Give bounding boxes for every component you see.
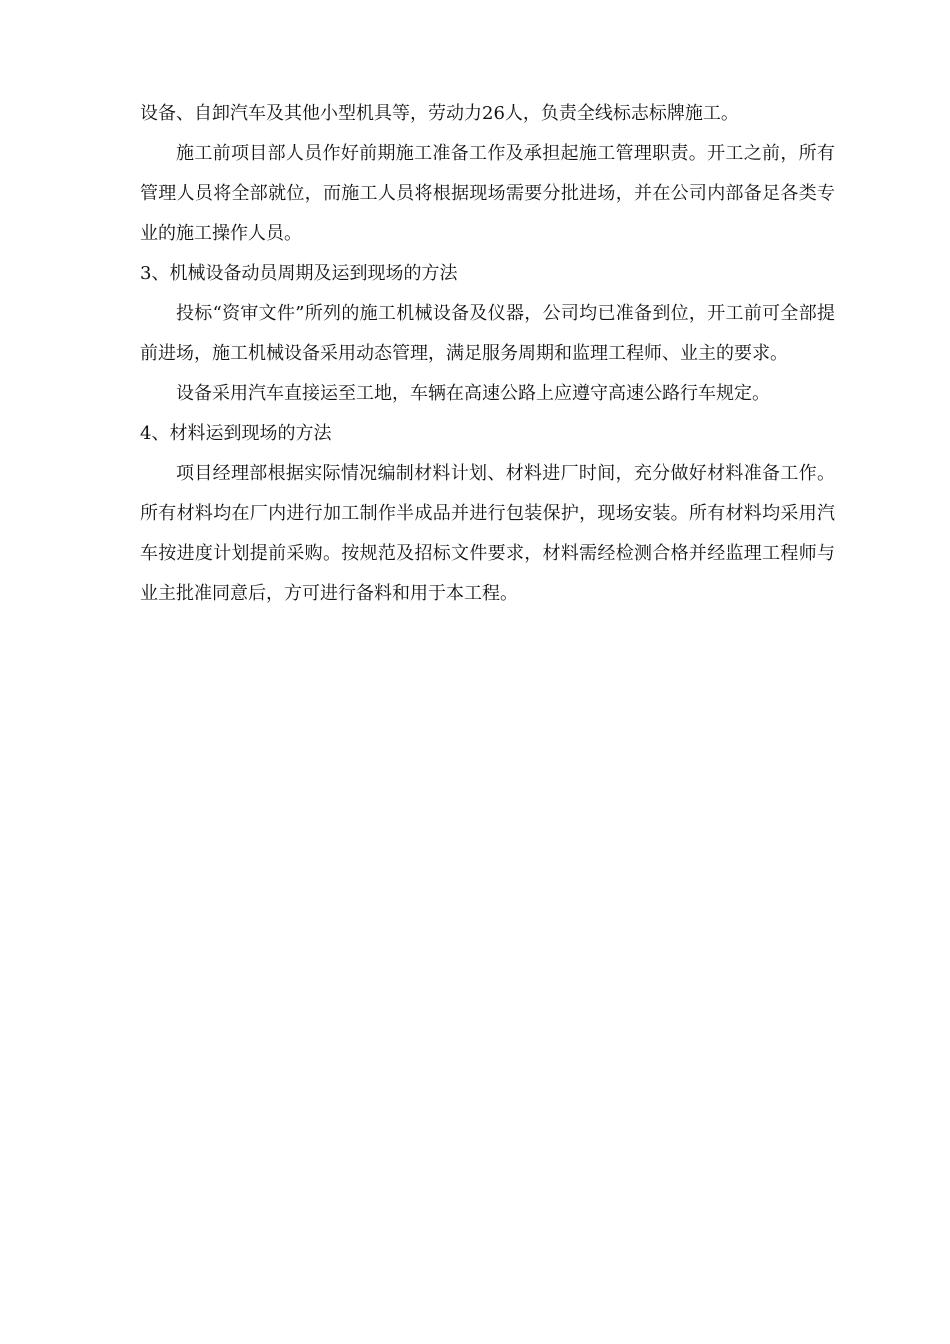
paragraph-equipment: 投标“资审文件”所列的施工机械设备及仪器，公司均已准备到位，开工前可全部提前进场，施工机械设备采用动态管理，满足服务周期和监理工程师、业主的要求。: [140, 303, 835, 364]
section-heading-equipment: 3、机械设备动员周期及运到现场的方法: [140, 263, 458, 284]
paragraph-transport: 设备采用汽车直接运至工地，车辆在高速公路上应遵守高速公路行车规定。: [176, 383, 770, 404]
paragraph-labor: 设备、自卸汽车及其他小型机具等，劳动力26人，负责全线标志标牌施工。: [140, 103, 739, 124]
paragraph-preparation: 施工前项目部人员作好前期施工准备工作及承担起施工管理职责。开工之前，所有管理人员将全部就位，而施工人员将根据现场需要分批进场，并在公司内部备足各类专业的施工操作人员。: [140, 143, 835, 244]
document-body: [140, 94, 835, 614]
section-heading-materials: 4、材料运到现场的方法: [140, 423, 332, 444]
paragraph-materials: 项目经理部根据实际情况编制材料计划、材料进厂时间，充分做好材料准备工作。所有材料均在厂内进行加工制作半成品并进行包装保护，现场安装。所有材料均采用汽车按进度计划提前采购。按规范及招标文件要求，材料需经检测合格并经监理工程师与业主批准同意后，方可进行备料和用于本工程。: [140, 463, 835, 604]
